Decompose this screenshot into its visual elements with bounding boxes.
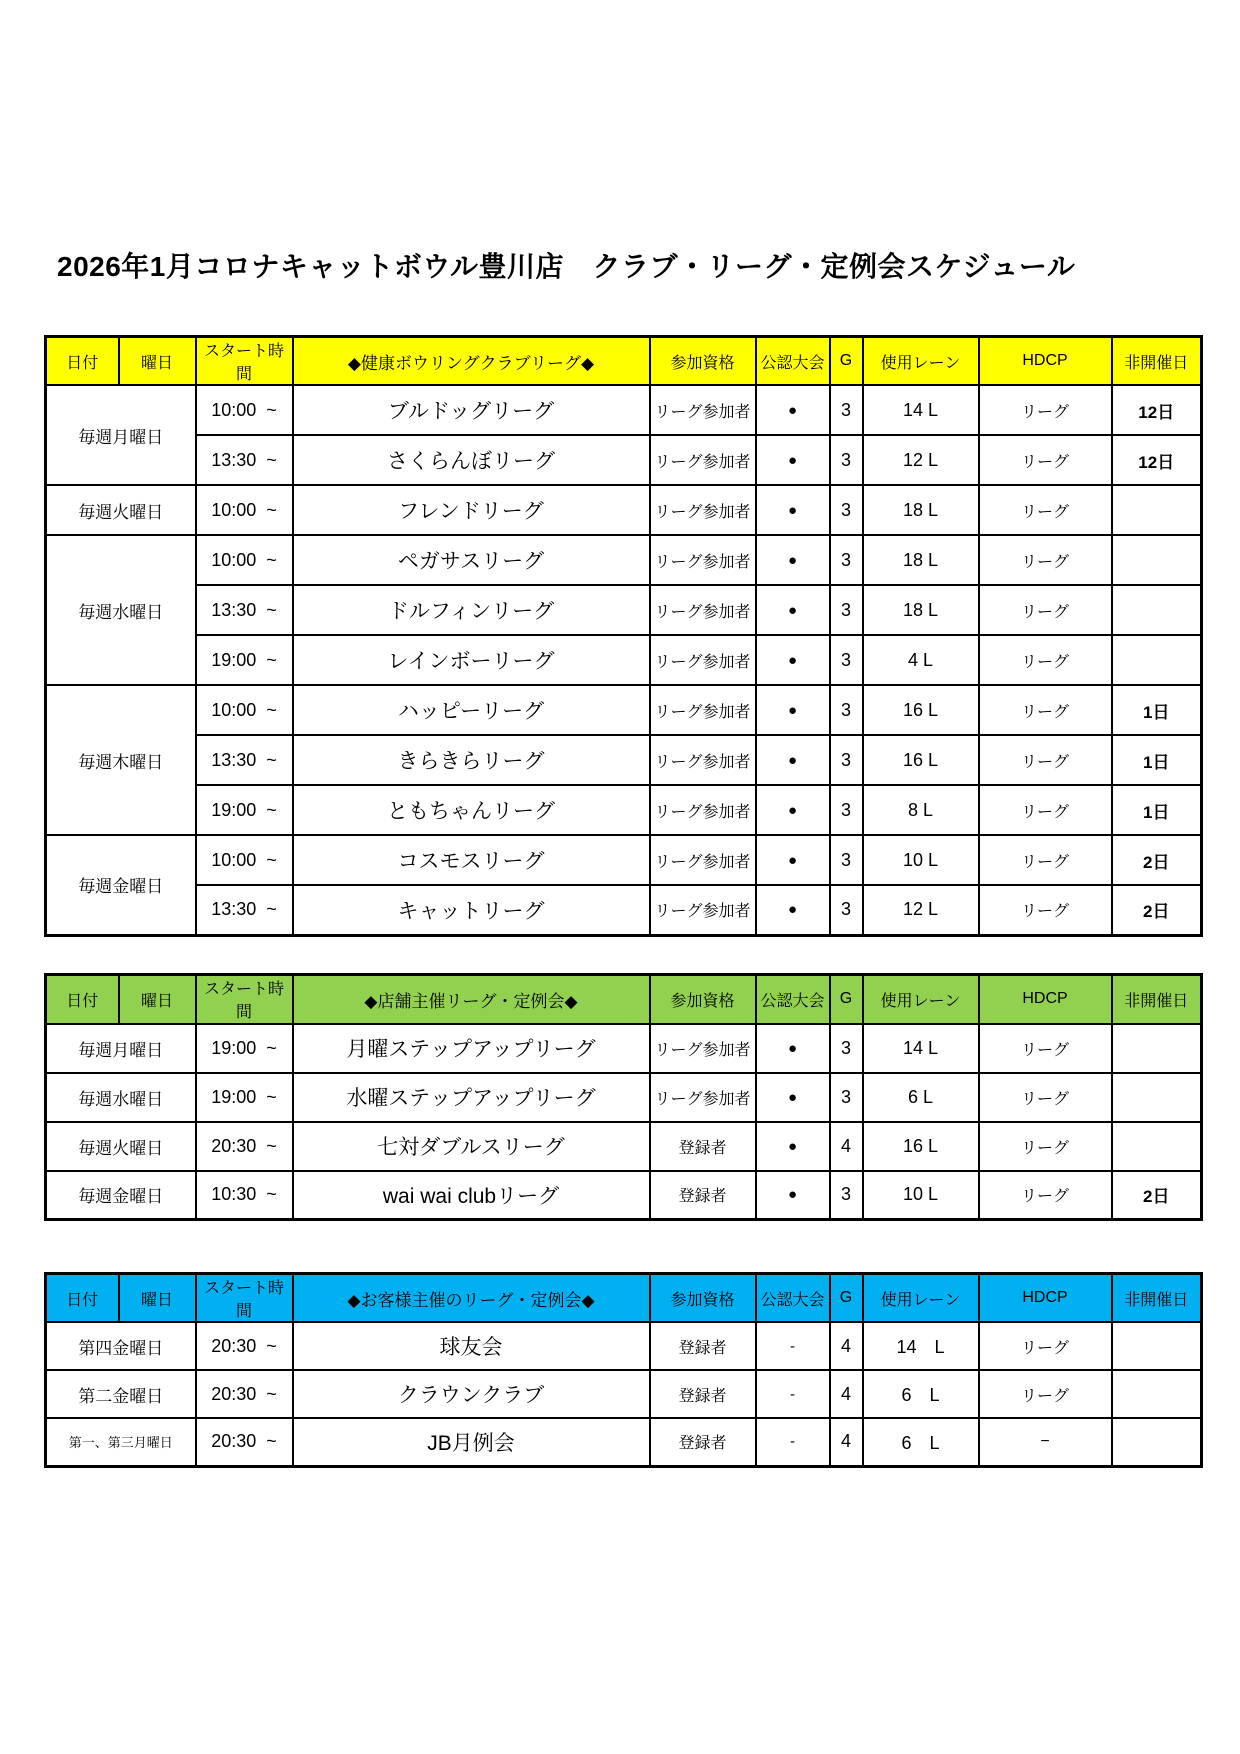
closed-days-cell — [1112, 1024, 1202, 1073]
table-row — [46, 535, 1202, 585]
lanes-cell: 16 L — [863, 685, 979, 735]
closed-days-cell: 1日 — [1112, 785, 1202, 835]
health-bowling-league-table — [44, 335, 1203, 937]
lanes-cell: 14 L — [863, 1322, 979, 1370]
official-tournament-cell: ● — [756, 535, 830, 585]
closed-days-cell — [1112, 485, 1202, 535]
games-cell: 3 — [830, 635, 863, 685]
table-row — [46, 435, 1202, 485]
column-header-date: 日付 — [46, 975, 119, 1024]
hdcp-cell: リーグ — [979, 1322, 1112, 1370]
hdcp-cell: リーグ — [979, 735, 1112, 785]
column-header-lanes: 使用レーン — [863, 337, 979, 386]
lanes-cell: 12 L — [863, 435, 979, 485]
day-cell: 毎週月曜日 — [46, 1024, 196, 1073]
league-name-cell: きらきらリーグ — [293, 735, 650, 785]
hdcp-cell: リーグ — [979, 1171, 1112, 1220]
league-name-cell: 水曜ステップアップリーグ — [293, 1073, 650, 1122]
closed-days-cell — [1112, 535, 1202, 585]
games-cell: 4 — [830, 1418, 863, 1466]
hdcp-cell: リーグ — [979, 635, 1112, 685]
closed-days-cell: 1日 — [1112, 685, 1202, 735]
day-cell: 毎週月曜日 — [46, 385, 196, 485]
column-header-hdcp: HDCP — [979, 337, 1112, 386]
table-row — [46, 1122, 1202, 1171]
time-cell: 10:00 ~ — [196, 535, 293, 585]
official-tournament-cell: ● — [756, 1122, 830, 1171]
column-header-league-title: ◆健康ボウリングクラブリーグ◆ — [293, 337, 650, 386]
column-header-hdcp: HDCP — [979, 975, 1112, 1024]
hdcp-cell: リーグ — [979, 835, 1112, 885]
games-cell: 3 — [830, 535, 863, 585]
eligibility-cell: リーグ参加者 — [650, 835, 756, 885]
official-tournament-cell: ● — [756, 385, 830, 435]
column-header-date: 日付 — [46, 1274, 119, 1323]
closed-days-cell — [1112, 585, 1202, 635]
official-tournament-cell: ● — [756, 1073, 830, 1122]
games-cell: 3 — [830, 685, 863, 735]
hdcp-cell: リーグ — [979, 435, 1112, 485]
league-name-cell: ドルフィンリーグ — [293, 585, 650, 635]
time-cell: 20:30 ~ — [196, 1322, 293, 1370]
hdcp-cell: − — [979, 1418, 1112, 1466]
customer-hosted-league-table — [44, 1272, 1203, 1468]
column-header-weekday: 曜日 — [119, 975, 196, 1024]
lanes-cell: 8 L — [863, 785, 979, 835]
official-tournament-cell: ● — [756, 685, 830, 735]
column-header-official: 公認大会 — [756, 337, 830, 386]
header-row — [46, 1274, 1202, 1323]
column-header-lanes: 使用レーン — [863, 975, 979, 1024]
column-header-weekday: 曜日 — [119, 337, 196, 386]
games-cell: 4 — [830, 1370, 863, 1418]
league-name-cell: JB月例会 — [293, 1418, 650, 1466]
column-header-games: G — [830, 975, 863, 1024]
league-name-cell: コスモスリーグ — [293, 835, 650, 885]
time-cell: 20:30 ~ — [196, 1418, 293, 1466]
eligibility-cell: 登録者 — [650, 1370, 756, 1418]
official-tournament-cell: ● — [756, 885, 830, 935]
closed-days-cell: 2日 — [1112, 885, 1202, 935]
time-cell: 10:00 ~ — [196, 685, 293, 735]
closed-days-cell — [1112, 1370, 1202, 1418]
store-hosted-league-table — [44, 973, 1203, 1221]
eligibility-cell: リーグ参加者 — [650, 885, 756, 935]
column-header-hdcp: HDCP — [979, 1274, 1112, 1323]
games-cell: 4 — [830, 1122, 863, 1171]
league-name-cell: ペガサスリーグ — [293, 535, 650, 585]
day-cell: 第四金曜日 — [46, 1322, 196, 1370]
closed-days-cell — [1112, 1322, 1202, 1370]
hdcp-cell: リーグ — [979, 685, 1112, 735]
league-name-cell: ハッピーリーグ — [293, 685, 650, 735]
eligibility-cell: リーグ参加者 — [650, 635, 756, 685]
games-cell: 3 — [830, 885, 863, 935]
day-cell: 第二金曜日 — [46, 1370, 196, 1418]
table-row — [46, 485, 1202, 535]
closed-days-cell: 12日 — [1112, 385, 1202, 435]
table-row — [46, 635, 1202, 685]
eligibility-cell: リーグ参加者 — [650, 1024, 756, 1073]
hdcp-cell: リーグ — [979, 1073, 1112, 1122]
eligibility-cell: リーグ参加者 — [650, 385, 756, 435]
lanes-cell: 14 L — [863, 385, 979, 435]
official-tournament-cell: ● — [756, 735, 830, 785]
lanes-cell: 18 L — [863, 485, 979, 535]
league-name-cell: フレンドリーグ — [293, 485, 650, 535]
column-header-start-time: スタート時間 — [196, 975, 293, 1024]
hdcp-cell: リーグ — [979, 485, 1112, 535]
official-tournament-cell: ● — [756, 435, 830, 485]
table-row — [46, 585, 1202, 635]
day-cell: 毎週火曜日 — [46, 485, 196, 535]
time-cell: 20:30 ~ — [196, 1370, 293, 1418]
column-header-league-title: ◆店舗主催リーグ・定例会◆ — [293, 975, 650, 1024]
league-name-cell: キャットリーグ — [293, 885, 650, 935]
eligibility-cell: リーグ参加者 — [650, 685, 756, 735]
lanes-cell: 18 L — [863, 585, 979, 635]
table-row — [46, 785, 1202, 835]
lanes-cell: 10 L — [863, 1171, 979, 1220]
games-cell: 3 — [830, 735, 863, 785]
eligibility-cell: 登録者 — [650, 1122, 756, 1171]
lanes-cell: 6 L — [863, 1370, 979, 1418]
official-tournament-cell: - — [756, 1418, 830, 1466]
games-cell: 3 — [830, 585, 863, 635]
closed-days-cell: 2日 — [1112, 835, 1202, 885]
time-cell: 19:00 ~ — [196, 785, 293, 835]
column-header-closed-days: 非開催日 — [1112, 975, 1202, 1024]
column-header-eligibility: 参加資格 — [650, 975, 756, 1024]
column-header-date: 日付 — [46, 337, 119, 386]
eligibility-cell: 登録者 — [650, 1171, 756, 1220]
closed-days-cell: 1日 — [1112, 735, 1202, 785]
league-name-cell: 球友会 — [293, 1322, 650, 1370]
eligibility-cell: 登録者 — [650, 1322, 756, 1370]
league-name-cell: 七対ダブルスリーグ — [293, 1122, 650, 1171]
lanes-cell: 14 L — [863, 1024, 979, 1073]
time-cell: 13:30 ~ — [196, 435, 293, 485]
eligibility-cell: リーグ参加者 — [650, 585, 756, 635]
page-title: 2026年1月コロナキャットボウル豊川店 クラブ・リーグ・定例会スケジュール — [57, 251, 1076, 282]
day-cell: 毎週水曜日 — [46, 1073, 196, 1122]
official-tournament-cell: ● — [756, 635, 830, 685]
time-cell: 10:00 ~ — [196, 385, 293, 435]
league-name-cell: wai wai clubリーグ — [293, 1171, 650, 1220]
column-header-official: 公認大会 — [756, 975, 830, 1024]
eligibility-cell: リーグ参加者 — [650, 785, 756, 835]
time-cell: 10:30 ~ — [196, 1171, 293, 1220]
day-cell: 毎週火曜日 — [46, 1122, 196, 1171]
lanes-cell: 4 L — [863, 635, 979, 685]
lanes-cell: 6 L — [863, 1073, 979, 1122]
eligibility-cell: 登録者 — [650, 1418, 756, 1466]
column-header-weekday: 曜日 — [119, 1274, 196, 1323]
eligibility-cell: リーグ参加者 — [650, 435, 756, 485]
lanes-cell: 16 L — [863, 735, 979, 785]
league-name-cell: ともちゃんリーグ — [293, 785, 650, 835]
time-cell: 13:30 ~ — [196, 735, 293, 785]
league-name-cell: クラウンクラブ — [293, 1370, 650, 1418]
closed-days-cell — [1112, 1418, 1202, 1466]
column-header-games: G — [830, 337, 863, 386]
hdcp-cell: リーグ — [979, 1024, 1112, 1073]
hdcp-cell: リーグ — [979, 1370, 1112, 1418]
hdcp-cell: リーグ — [979, 585, 1112, 635]
league-name-cell: さくらんぼリーグ — [293, 435, 650, 485]
table-row — [46, 1171, 1202, 1220]
closed-days-cell: 12日 — [1112, 435, 1202, 485]
time-cell: 19:00 ~ — [196, 1024, 293, 1073]
eligibility-cell: リーグ参加者 — [650, 735, 756, 785]
games-cell: 3 — [830, 435, 863, 485]
time-cell: 10:00 ~ — [196, 485, 293, 535]
games-cell: 3 — [830, 785, 863, 835]
official-tournament-cell: ● — [756, 485, 830, 535]
time-cell: 20:30 ~ — [196, 1122, 293, 1171]
closed-days-cell — [1112, 1073, 1202, 1122]
official-tournament-cell: ● — [756, 585, 830, 635]
column-header-start-time: スタート時間 — [196, 1274, 293, 1323]
league-name-cell: ブルドッグリーグ — [293, 385, 650, 435]
table-row — [46, 885, 1202, 935]
column-header-eligibility: 参加資格 — [650, 337, 756, 386]
time-cell: 19:00 ~ — [196, 1073, 293, 1122]
table-row — [46, 1024, 1202, 1073]
column-header-closed-days: 非開催日 — [1112, 1274, 1202, 1323]
games-cell: 4 — [830, 1322, 863, 1370]
day-cell: 第一、第三月曜日 — [46, 1418, 196, 1466]
table-row — [46, 385, 1202, 435]
league-name-cell: レインボーリーグ — [293, 635, 650, 685]
hdcp-cell: リーグ — [979, 885, 1112, 935]
table-row — [46, 1322, 1202, 1370]
hdcp-cell: リーグ — [979, 785, 1112, 835]
column-header-official: 公認大会 — [756, 1274, 830, 1323]
games-cell: 3 — [830, 485, 863, 535]
day-cell: 毎週金曜日 — [46, 1171, 196, 1220]
official-tournament-cell: - — [756, 1370, 830, 1418]
eligibility-cell: リーグ参加者 — [650, 1073, 756, 1122]
day-cell: 毎週水曜日 — [46, 535, 196, 685]
official-tournament-cell: ● — [756, 785, 830, 835]
table-row — [46, 1073, 1202, 1122]
lanes-cell: 12 L — [863, 885, 979, 935]
column-header-lanes: 使用レーン — [863, 1274, 979, 1323]
hdcp-cell: リーグ — [979, 385, 1112, 435]
hdcp-cell: リーグ — [979, 535, 1112, 585]
official-tournament-cell: ● — [756, 835, 830, 885]
table-row — [46, 1418, 1202, 1466]
official-tournament-cell: ● — [756, 1024, 830, 1073]
day-cell: 毎週金曜日 — [46, 835, 196, 935]
games-cell: 3 — [830, 1073, 863, 1122]
league-name-cell: 月曜ステップアップリーグ — [293, 1024, 650, 1073]
column-header-eligibility: 参加資格 — [650, 1274, 756, 1323]
closed-days-cell — [1112, 635, 1202, 685]
time-cell: 13:30 ~ — [196, 585, 293, 635]
lanes-cell: 18 L — [863, 535, 979, 585]
column-header-league-title: ◆お客様主催のリーグ・定例会◆ — [293, 1274, 650, 1323]
table-row — [46, 735, 1202, 785]
day-cell: 毎週木曜日 — [46, 685, 196, 835]
column-header-closed-days: 非開催日 — [1112, 337, 1202, 386]
closed-days-cell: 2日 — [1112, 1171, 1202, 1220]
column-header-games: G — [830, 1274, 863, 1323]
header-row — [46, 337, 1202, 386]
games-cell: 3 — [830, 1171, 863, 1220]
table-row — [46, 1370, 1202, 1418]
header-row — [46, 975, 1202, 1024]
official-tournament-cell: - — [756, 1322, 830, 1370]
games-cell: 3 — [830, 1024, 863, 1073]
table-row — [46, 685, 1202, 735]
games-cell: 3 — [830, 835, 863, 885]
games-cell: 3 — [830, 385, 863, 435]
lanes-cell: 16 L — [863, 1122, 979, 1171]
table-row — [46, 835, 1202, 885]
column-header-start-time: スタート時間 — [196, 337, 293, 386]
eligibility-cell: リーグ参加者 — [650, 485, 756, 535]
closed-days-cell — [1112, 1122, 1202, 1171]
time-cell: 13:30 ~ — [196, 885, 293, 935]
lanes-cell: 10 L — [863, 835, 979, 885]
lanes-cell: 6 L — [863, 1418, 979, 1466]
hdcp-cell: リーグ — [979, 1122, 1112, 1171]
time-cell: 10:00 ~ — [196, 835, 293, 885]
time-cell: 19:00 ~ — [196, 635, 293, 685]
eligibility-cell: リーグ参加者 — [650, 535, 756, 585]
official-tournament-cell: ● — [756, 1171, 830, 1220]
